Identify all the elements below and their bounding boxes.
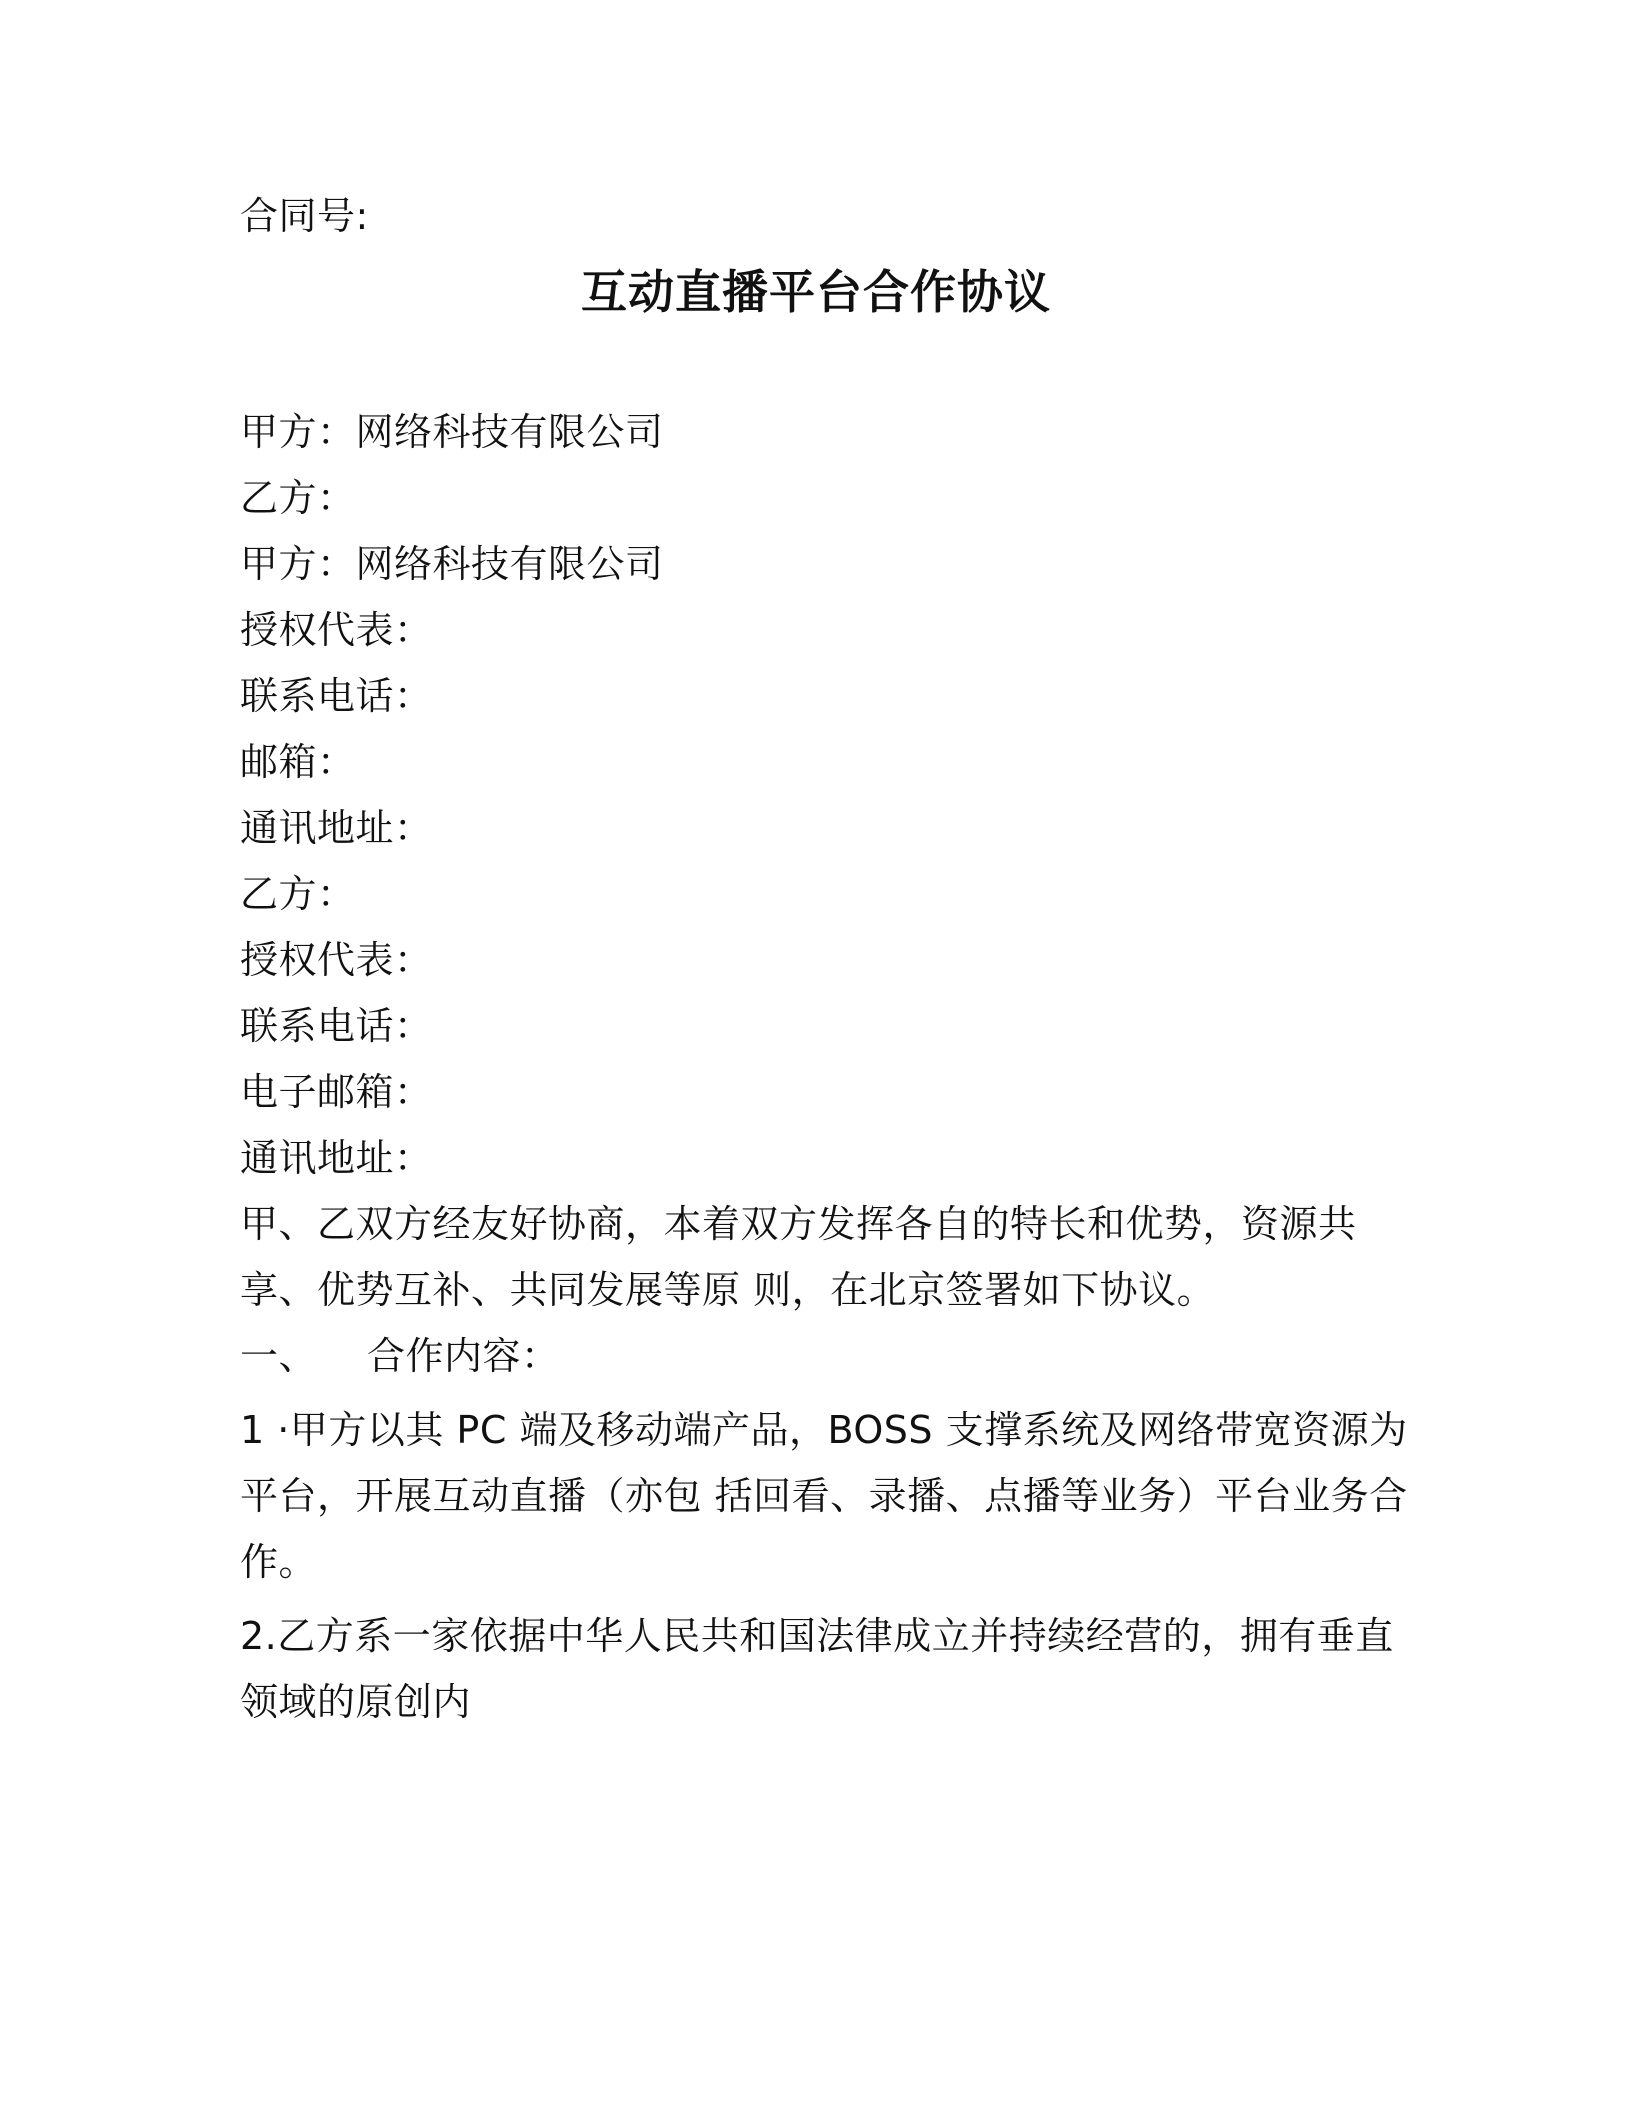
party-b-phone: 联系电话： xyxy=(240,1004,433,1048)
party-a-address: 通讯地址： xyxy=(240,806,433,850)
intro-line-1: 甲、乙双方经友好协商，本着双方发挥各自的特长和优势，资源共 xyxy=(240,1202,1357,1246)
party-a-phone: 联系电话： xyxy=(240,674,433,718)
party-a-representative: 授权代表： xyxy=(240,608,433,652)
party-b-representative: 授权代表： xyxy=(240,938,433,982)
clause-2-line-1: 2.乙方系一家依据中华人民共和国法律成立并持续经营的，拥有垂直 xyxy=(240,1614,1394,1658)
party-b-address: 通讯地址： xyxy=(240,1136,433,1180)
section-1-heading xyxy=(240,1332,560,1380)
party-a-email: 邮箱： xyxy=(240,740,356,784)
clause-1-line-2: 平台，开展互动直播（亦包 括回看、录播、点播等业务）平台业务合 xyxy=(240,1474,1408,1518)
document-title: 互动直播平台合作协议 xyxy=(581,265,1051,319)
party-a-name: 甲方：网络科技有限公司 xyxy=(240,542,664,586)
section-1-number: 一、 xyxy=(240,1334,318,1378)
clause-2-line-2: 领域的原创内 xyxy=(240,1680,472,1724)
party-a-header: 甲方：网络科技有限公司 xyxy=(240,410,664,454)
party-b-name: 乙方： xyxy=(240,872,356,916)
clause-1-line-1: 1 ·甲方以其 PC 端及移动端产品，BOSS 支撑系统及网络带宽资源为 xyxy=(240,1408,1408,1452)
party-b-header: 乙方： xyxy=(240,476,356,520)
clause-1-line-3: 作。 xyxy=(240,1540,318,1584)
section-1-title: 合作内容： xyxy=(367,1334,560,1378)
party-b-email: 电子邮箱： xyxy=(240,1070,433,1114)
contract-number-label: 合同号: xyxy=(240,194,369,238)
intro-line-2: 享、优势互补、共同发展等原 则，在北京签署如下协议。 xyxy=(240,1268,1216,1312)
